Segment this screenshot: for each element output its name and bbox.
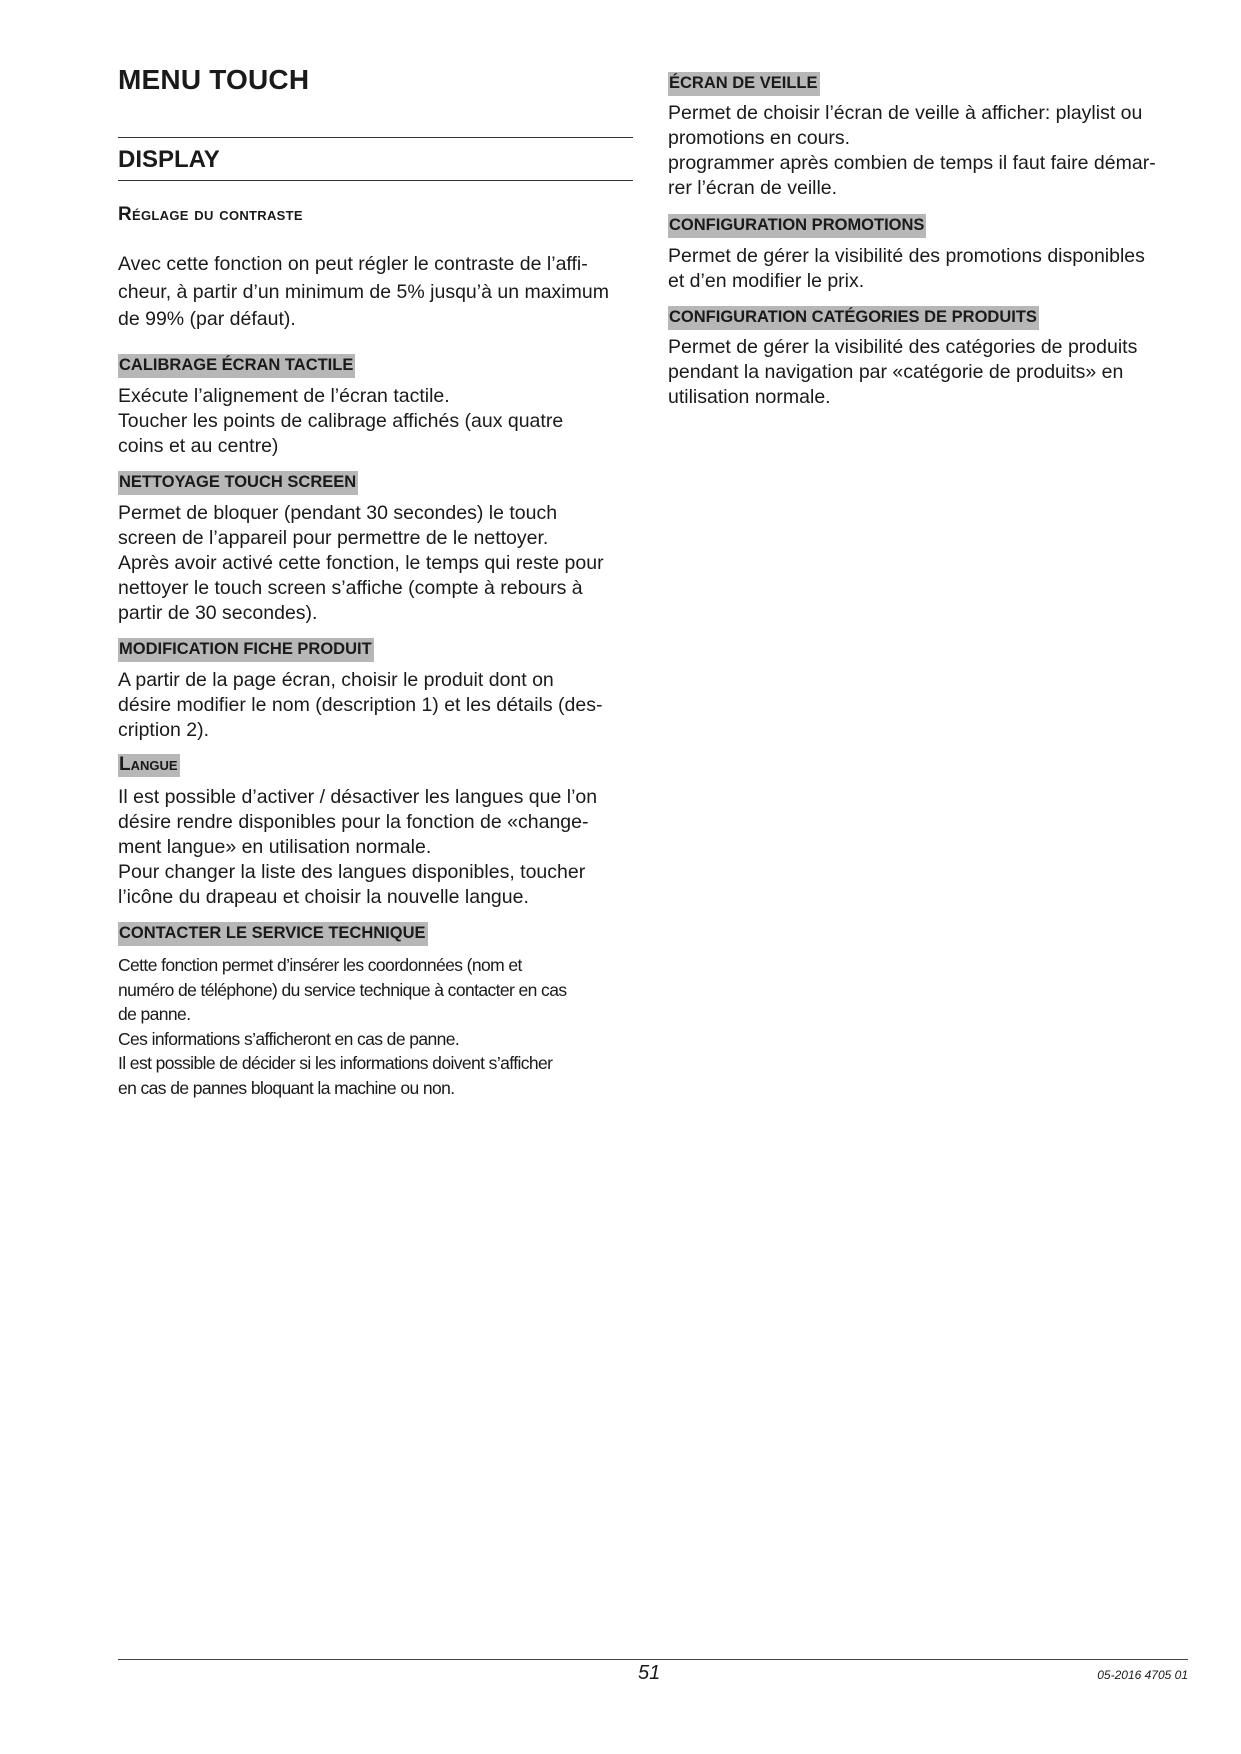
contrast-heading: Réglage du contraste	[118, 204, 303, 225]
section-top-rule	[118, 137, 633, 138]
calibrage-heading: CALIBRAGE ÉCRAN TACTILE	[118, 354, 355, 378]
nettoyage-text: Permet de bloquer (pendant 30 secondes) le touch screen de l’appareil pour permettre de le nettoyer. Après avoir activé cette fonction, le temps qui reste pour nettoyer le touch screen s’affiche (compte à rebours à partir de 30 secondes).	[118, 502, 604, 624]
fiche-heading: MODIFICATION FICHE PRODUIT	[118, 638, 374, 662]
contrast-text: Avec cette fonction on peut régler le contraste de l’affi- cheur, à partir d’un minimum de 5% jusqu’à un maximum de 99% (par défaut).	[118, 253, 609, 330]
service-text: Cette fonction permet d’insérer les coordonnées (nom et numéro de téléphone) du service technique à contacter en cas de panne. Ces informations s’afficheront en cas de panne. Il est possible de décider si les informations doivent s’afficher en cas de pannes bloquant la machine ou non.	[118, 955, 567, 1098]
veille-text: Permet de choisir l’écran de veille à afficher: playlist ou promotions en cours. programmer après combien de temps il faut faire démar- rer l’écran de veille.	[668, 102, 1156, 199]
service-heading: CONTACTER LE SERVICE TECHNIQUE	[118, 922, 428, 946]
langue-heading: Langue	[119, 754, 178, 775]
fiche-text: A partir de la page écran, choisir le produit dont on désire modifier le nom (description 1) et les détails (des- cription 2).	[118, 669, 603, 741]
page-number: 51	[638, 1662, 661, 1684]
langue-text: Il est possible d’activer / désactiver les langues que l’on désire rendre disponibles pour la fonction de «change- ment langue» en utilisation normale. Pour changer la liste des langues disponibles, toucher l’icône du drapeau et choisir la nouvelle langue.	[118, 786, 598, 908]
promotions-heading: CONFIGURATION PROMOTIONS	[668, 214, 926, 238]
section-title: DISPLAY	[118, 146, 220, 173]
footer-rule	[118, 1659, 1188, 1660]
doc-code: 05-2016 4705 01	[1097, 1668, 1188, 1682]
section-bottom-rule	[118, 180, 633, 181]
promotions-text: Permet de gérer la visibilité des promotions disponibles et d’en modifier le prix.	[668, 245, 1145, 292]
calibrage-text: Exécute l’alignement de l’écran tactile. Toucher les points de calibrage affichés (aux quatre coins et au centre)	[118, 385, 564, 457]
categories-text: Permet de gérer la visibilité des catégories de produits pendant la navigation par «catégorie de produits» en utilisation normale.	[668, 336, 1138, 408]
categories-heading: CONFIGURATION CATÉGORIES DE PRODUITS	[668, 306, 1039, 330]
nettoyage-heading: NETTOYAGE TOUCH SCREEN	[118, 471, 358, 495]
page-title: MENU TOUCH	[118, 64, 310, 95]
veille-heading: ÉCRAN DE VEILLE	[668, 72, 820, 96]
